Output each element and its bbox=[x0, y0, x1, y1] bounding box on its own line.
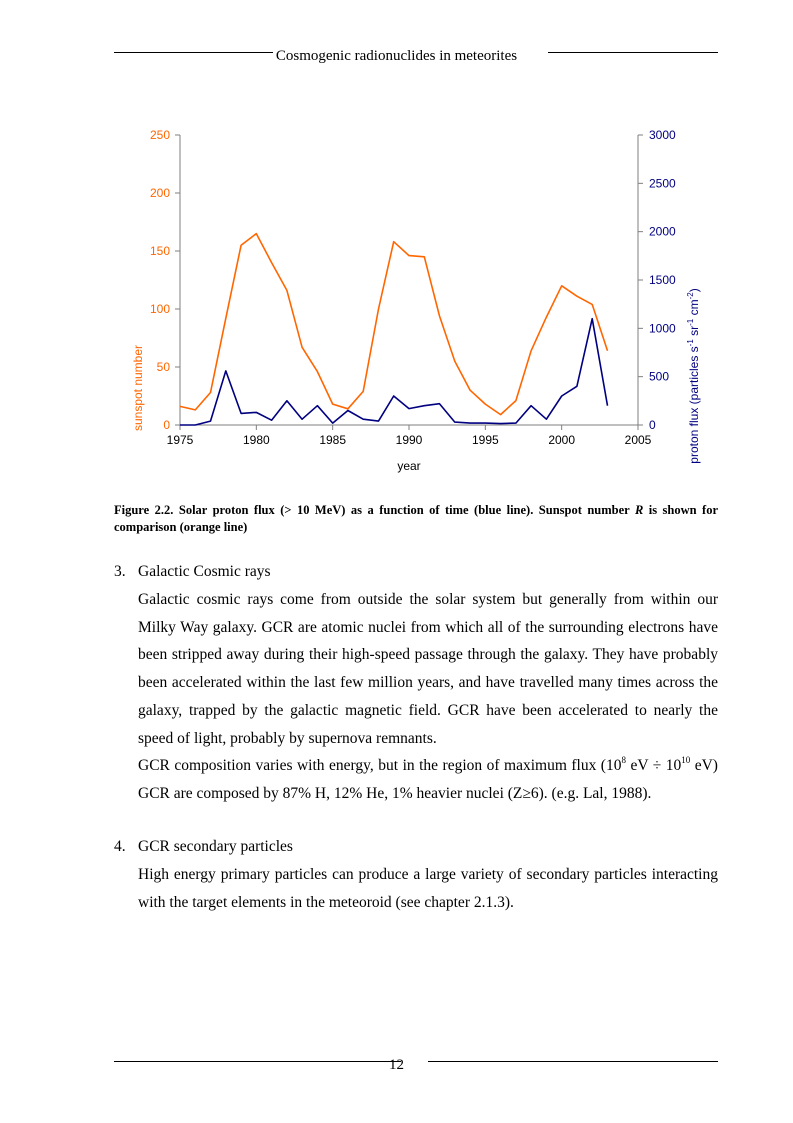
list-item-heading: GCR secondary particles bbox=[138, 838, 293, 855]
gcr-paragraph-2: GCR composition varies with energy, but in the region of maximum flux ($10^8$ eV ÷ $10^{10}$ eV) GCR are composed by 87% H, 12% He, 1% heavier nuclei (Z≥6). (e.g. Lal, 1988). bbox=[138, 755, 718, 802]
x-tick-label: 1995 bbox=[471, 433, 499, 447]
plot-frame bbox=[180, 135, 638, 425]
y-left-tick-label: 150 bbox=[149, 244, 170, 258]
header-title: Cosmogenic radionuclides in meteorites bbox=[273, 48, 520, 64]
running-header bbox=[0, 47, 793, 65]
caption-text-a: Solar proton flux (> 10 MeV) as a function of time (blue line). Sunspot number bbox=[173, 503, 635, 517]
x-axis-label: year bbox=[397, 459, 421, 473]
y-left-tick-label: 100 bbox=[149, 302, 170, 316]
x-tick-label: 1980 bbox=[242, 433, 270, 447]
list-item-number: 3. bbox=[114, 563, 126, 580]
y-right-tick-label: 2000 bbox=[649, 224, 676, 239]
y-right-tick-label: 1500 bbox=[649, 273, 676, 287]
figure-caption bbox=[114, 502, 718, 536]
gcr-body bbox=[138, 586, 718, 808]
x-axis bbox=[167, 425, 652, 447]
series-proton-line bbox=[180, 319, 608, 425]
y-right-tick-label: 0 bbox=[649, 418, 656, 432]
secondary-paragraph-1: High energy primary particles can produce a large variety of secondary particles interacting with the target elements in the meteoroid (see chapter 2.1.3). bbox=[138, 866, 718, 911]
x-tick-label: 2005 bbox=[624, 433, 652, 447]
y-axis-right-label: proton flux (particles $s^{-1}$ $sr^{-1}$ $cm^{-2}$) bbox=[686, 288, 701, 464]
y-left-tick-label: 200 bbox=[149, 186, 170, 200]
y-axis-right bbox=[638, 128, 676, 432]
series-sunspot-line bbox=[180, 234, 608, 415]
x-tick-label: 1990 bbox=[395, 433, 423, 447]
y-left-tick-label: 0 bbox=[163, 418, 170, 432]
x-tick-label: 1985 bbox=[319, 433, 347, 447]
list-item-heading: Galactic Cosmic rays bbox=[138, 563, 271, 580]
x-tick-label: 2000 bbox=[548, 433, 576, 447]
caption-symbol: R bbox=[634, 503, 644, 517]
y-left-tick-label: 250 bbox=[149, 128, 170, 142]
secondary-body bbox=[138, 861, 718, 916]
list-item-number: 4. bbox=[114, 838, 126, 855]
y-left-tick-label: 50 bbox=[156, 360, 170, 374]
y-right-tick-label: 3000 bbox=[649, 128, 676, 142]
y-axis-left-label: sunspot number bbox=[131, 344, 145, 432]
y-right-tick-label: 2500 bbox=[649, 176, 676, 191]
gcr-paragraph-1: Galactic cosmic rays come from outside the solar system but generally from within our Milky Way galaxy. GCR are atomic nuclei from which all of the surrounding electrons have been stripped away during their high-speed passage through the galaxy. They have probably been accelerated within the last few million years, and have travelled many times across the galaxy, trapped by the galactic magnetic field. GCR have been accelerated to nearly the speed of light, probably by supernova remnants. bbox=[138, 591, 718, 747]
y-right-tick-label: 1000 bbox=[649, 321, 676, 336]
x-tick-label: 1975 bbox=[166, 433, 194, 447]
y-axis-left bbox=[150, 128, 180, 432]
caption-text-b: is shown for comparison (orange line) bbox=[114, 503, 719, 534]
page-number: 12 bbox=[389, 1057, 404, 1073]
caption-label: Figure 2.2. bbox=[114, 503, 174, 517]
y-right-tick-label: 500 bbox=[649, 369, 670, 384]
figure-chart bbox=[0, 110, 793, 490]
